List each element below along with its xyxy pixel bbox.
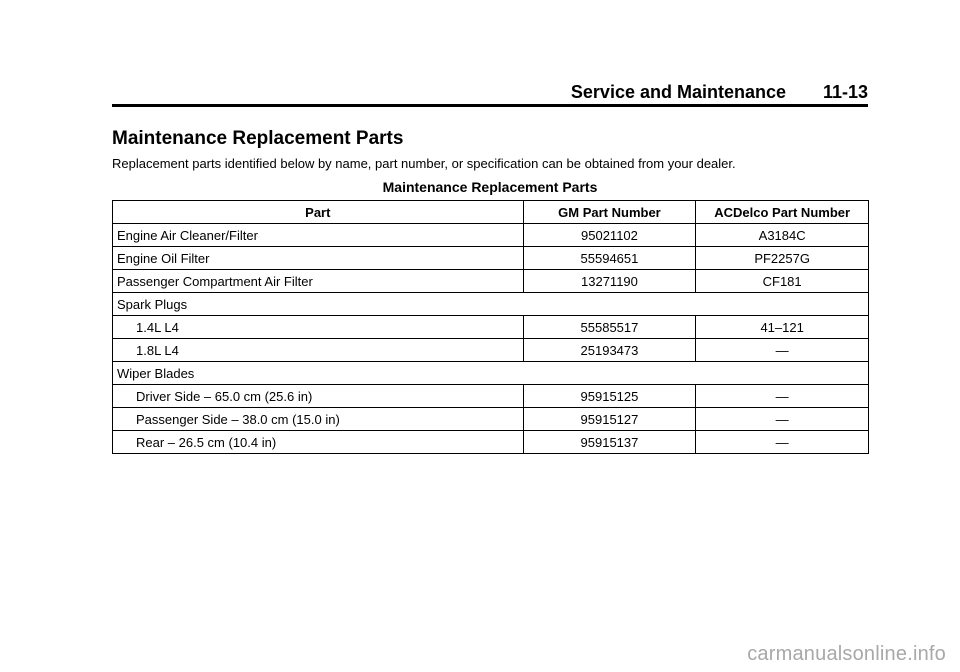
header-acdelco-part-number: ACDelco Part Number <box>696 201 869 224</box>
gm-part-number: 95915127 <box>523 408 696 431</box>
part-name: Passenger Side – 38.0 cm (15.0 in) <box>113 408 524 431</box>
table-row <box>113 224 869 247</box>
part-name: Driver Side – 65.0 cm (25.6 in) <box>113 385 524 408</box>
gm-part-number: 95915125 <box>523 385 696 408</box>
header-gm-part-number: GM Part Number <box>523 201 696 224</box>
parts-table <box>112 200 869 454</box>
part-name: 1.4L L4 <box>113 316 524 339</box>
page-number: 11-13 <box>822 82 868 102</box>
gm-part-number: 55585517 <box>523 316 696 339</box>
table-group-row <box>113 362 869 385</box>
acdelco-part-number: — <box>696 339 869 362</box>
table-row <box>113 247 869 270</box>
acdelco-part-number: PF2257G <box>696 247 869 270</box>
part-name: 1.8L L4 <box>113 339 524 362</box>
table-row <box>113 431 869 454</box>
table-caption: Maintenance Replacement Parts <box>382 179 598 195</box>
gm-part-number: 95021102 <box>523 224 696 247</box>
part-group-name: Spark Plugs <box>113 293 869 316</box>
section-title: Service and Maintenance <box>570 82 786 102</box>
page-title: Maintenance Replacement Parts <box>112 128 404 149</box>
table-row <box>113 270 869 293</box>
table-header-row <box>113 201 869 224</box>
acdelco-part-number: — <box>696 431 869 454</box>
part-name: Engine Air Cleaner/Filter <box>113 224 524 247</box>
part-group-name: Wiper Blades <box>113 362 869 385</box>
part-name: Engine Oil Filter <box>113 247 524 270</box>
gm-part-number: 25193473 <box>523 339 696 362</box>
table-row <box>113 408 869 431</box>
acdelco-part-number: CF181 <box>696 270 869 293</box>
acdelco-part-number: — <box>696 385 869 408</box>
gm-part-number: 95915137 <box>523 431 696 454</box>
page-header <box>112 80 868 107</box>
acdelco-part-number: — <box>696 408 869 431</box>
header-part: Part <box>113 201 524 224</box>
table-row <box>113 385 869 408</box>
intro-paragraph: Replacement parts identified below by name, part number, or specification can be obtained from your dealer. <box>112 156 736 171</box>
table-group-row <box>113 293 869 316</box>
acdelco-part-number: A3184C <box>696 224 869 247</box>
watermark: carmanualsonline.info <box>747 643 946 665</box>
gm-part-number: 55594651 <box>523 247 696 270</box>
acdelco-part-number: 41–121 <box>696 316 869 339</box>
table-row <box>113 339 869 362</box>
part-name: Passenger Compartment Air Filter <box>113 270 524 293</box>
gm-part-number: 13271190 <box>523 270 696 293</box>
part-name: Rear – 26.5 cm (10.4 in) <box>113 431 524 454</box>
table-row <box>113 316 869 339</box>
